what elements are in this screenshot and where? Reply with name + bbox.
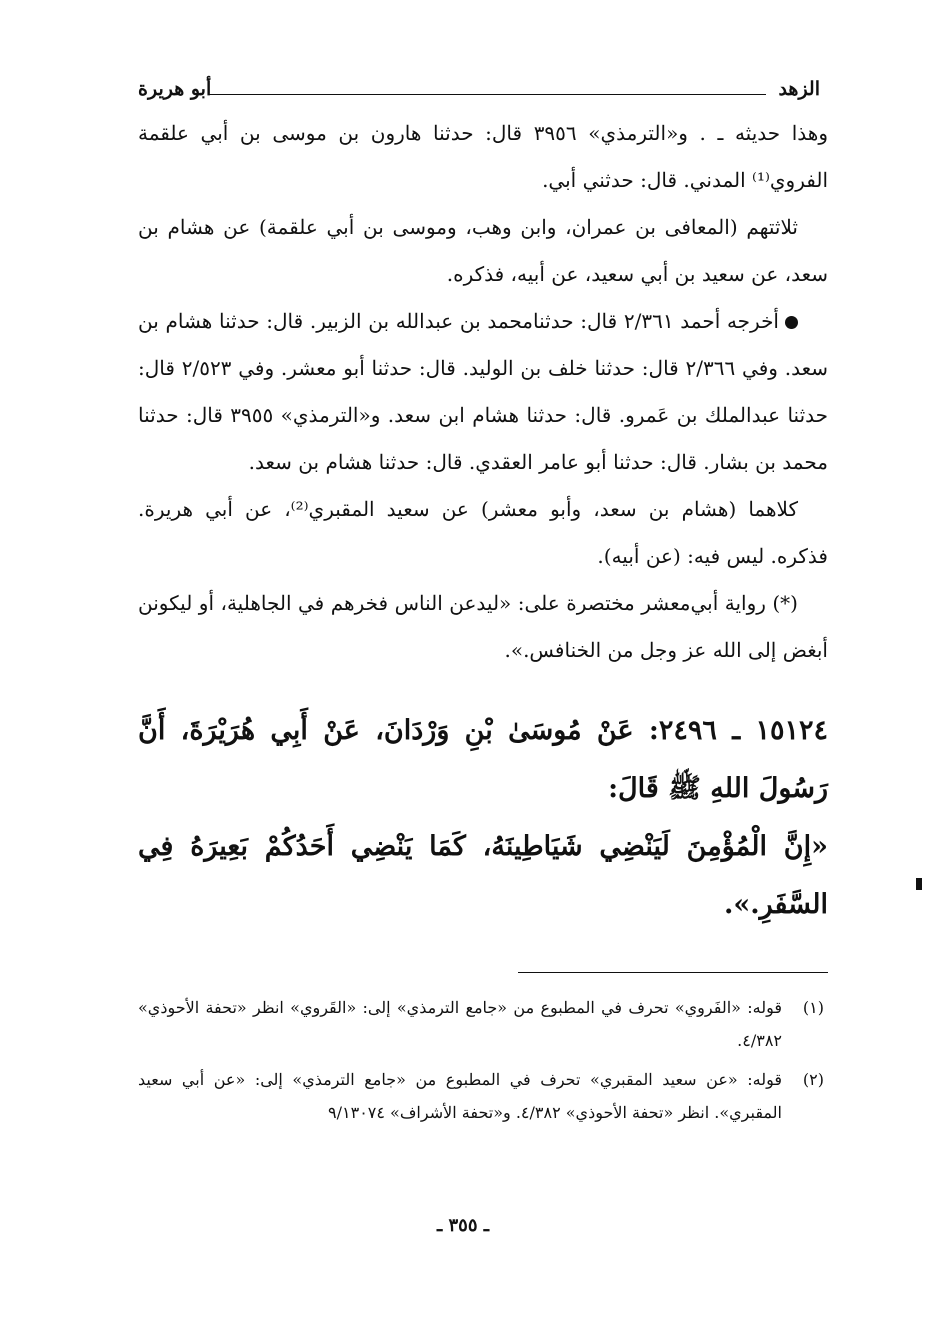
- footnote-1-number: (١): [802, 998, 824, 1017]
- footnote-2-text: قوله: «عن سعيد المقبري» تحرف في المطبوع من «جامع الترمذي» إلى: «عن أبي سعيد المقبري». انظر «تحفة الأحوذي» ٤/٣٨٢. و«تحفة الأشراف» ٩/١٣٠٧٤: [138, 1070, 782, 1122]
- hadith-block: [138, 702, 828, 934]
- header-rule: [208, 94, 766, 95]
- running-header: [138, 70, 828, 110]
- paragraph-5: (*) رواية أبي‌معشر مختصرة على: «ليدعن الناس فخرهم في الجاهلية، أو ليكونن أبغض إلى الله عز وجل من الخنافس.».: [138, 591, 828, 662]
- paragraph-4: كلاهما (هشام بن سعد، وأبو معشر) عن سعيد المقبري⁽²⁾، عن أبي هريرة. فذكره. ليس فيه: (عن أبيه).: [138, 497, 828, 568]
- footnote-2-number: (٢): [802, 1070, 824, 1089]
- paragraph-3-text: أخرجه أحمد ٢/٣٦١ قال: حدثنامحمد بن عبدالله بن الزبير. قال: حدثنا هشام بن سعد. وفي ٢/٣٦٦ قال: حدثنا خلف بن الوليد. قال: حدثنا أبو معشر. وفي ٢/٥٢٣ قال: حدثنا عبدالملك بن عَمرو. قال: حدثنا هشام ابن سعد. و«الترمذي» ٣٩٥٥ قال: حدثنا محمد بن بشار. قال: حدثنا أبو عامر العقدي. قال: حدثنا هشام بن سعد.: [138, 309, 829, 474]
- footnote-2: [138, 1063, 828, 1129]
- section-title: أبو هريرة: [138, 78, 212, 100]
- paragraph-2: ثلاثتهم (المعافى بن عمران، وابن وهب، وموسى بن أبي علقمة) عن هشام بن سعد، عن سعيد بن أبي سعيد، عن أبيه، فذكره.: [138, 215, 828, 286]
- chapter-title: الزهد: [778, 78, 820, 100]
- document-page: [138, 70, 828, 1135]
- scan-edge-mark: [916, 878, 922, 890]
- footnote-1-text: قوله: «الفَروي» تحرف في المطبوع من «جامع الترمذي» إلى: «القَروي» انظر «تحفة الأحوذي» ٤/٣٨٢.: [138, 998, 782, 1050]
- footnote-rule: [518, 972, 828, 973]
- footnote-1: [138, 991, 828, 1057]
- page-number: ـ ٣٥٥ ـ: [436, 1215, 490, 1236]
- footnotes: [138, 991, 828, 1129]
- hadith-intro: ١٥١٢٤ ـ ٢٤٩٦: عَنْ مُوسَىٰ بْنِ وَرْدَانَ، عَنْ أَبِي هُرَيْرَةَ، أَنَّ رَسُولَ اللهِ ﷺ قَالَ:: [138, 715, 828, 804]
- bullet-icon: [785, 316, 798, 329]
- hadith-text: «إِنَّ الْمُؤْمِنَ لَيَنْضِي شَيَاطِينَهُ، كَمَا يَنْضِي أَحَدُكُمْ بَعِيرَهُ فِي السَّفَرِ.».: [138, 831, 828, 920]
- paragraph-3: [138, 298, 828, 486]
- paragraph-1: وهذا حديثه ـ . و«الترمذي» ٣٩٥٦ قال: حدثنا هارون بن موسى بن أبي علقمة الفروي⁽¹⁾ المدني. قال: حدثني أبي.: [138, 121, 829, 192]
